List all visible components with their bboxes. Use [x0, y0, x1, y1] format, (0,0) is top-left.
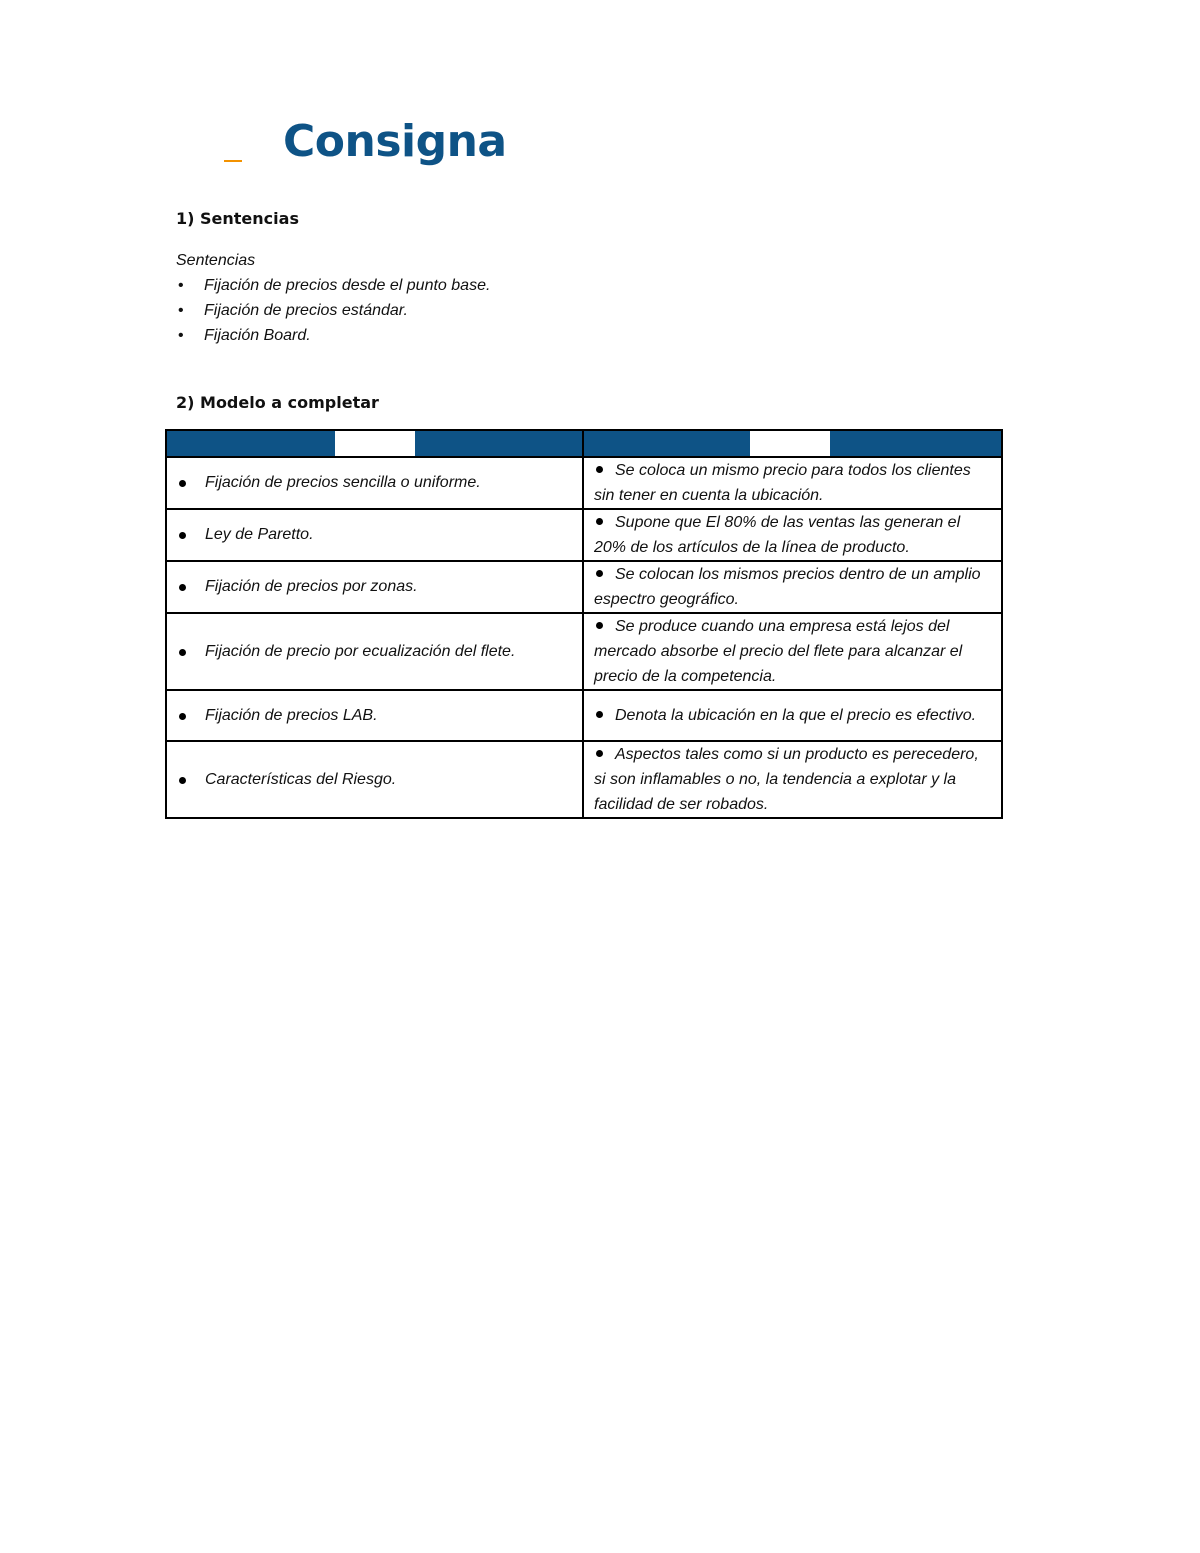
definition-cell: Se colocan los mismos precios dentro de un amplio espectro geográfico.: [583, 561, 1002, 613]
term-cell: Características del Riesgo.: [166, 741, 583, 818]
bullet-icon: [179, 584, 186, 591]
bullet-icon: [596, 750, 603, 757]
term-cell: Fijación de precios LAB.: [166, 690, 583, 741]
section-heading-modelo: 2) Modelo a completar: [176, 393, 379, 412]
term-cell: Ley de Paretto.: [166, 509, 583, 561]
definition-cell: Aspectos tales como si un producto es perecedero, si son inflamables o no, la tendencia a explotar y la facilidad de ser robados.: [583, 741, 1002, 818]
sentencias-list: [176, 273, 490, 348]
definition-cell: Supone que El 80% de las ventas las generan el 20% de los artículos de la línea de producto.: [583, 509, 1002, 561]
table-header-left: [166, 430, 583, 457]
term-cell: Fijación de precios por zonas.: [166, 561, 583, 613]
bullet-icon: [179, 480, 186, 487]
table-header-row: [166, 430, 1002, 457]
table-row: [166, 690, 1002, 741]
bullet-icon: •: [178, 302, 184, 319]
list-item: • Fijación de precios estándar.: [176, 298, 490, 323]
bullet-icon: [179, 713, 186, 720]
table-row: [166, 509, 1002, 561]
bullet-icon: [596, 622, 603, 629]
term-cell: Fijación de precio por ecualización del flete.: [166, 613, 583, 690]
bullet-icon: [179, 777, 186, 784]
table-row: [166, 613, 1002, 690]
bullet-icon: [179, 649, 186, 656]
accent-dash: [224, 160, 242, 162]
definition-cell: Denota la ubicación en la que el precio es efectivo.: [583, 690, 1002, 741]
header-blank-cell: [335, 431, 415, 456]
bullet-icon: •: [178, 277, 184, 294]
term-cell: Fijación de precios sencilla o uniforme.: [166, 457, 583, 509]
list-item: • Fijación de precios desde el punto base.: [176, 273, 490, 298]
page-title: Consigna: [283, 116, 507, 167]
table-row: [166, 741, 1002, 818]
definition-cell: Se coloca un mismo precio para todos los clientes sin tener en cuenta la ubicación.: [583, 457, 1002, 509]
bullet-icon: •: [178, 327, 184, 344]
bullet-icon: [596, 570, 603, 577]
header-blank-cell: [750, 431, 830, 456]
sentencias-block: [176, 249, 490, 348]
sentencias-label: Sentencias: [176, 252, 256, 269]
table-row: [166, 561, 1002, 613]
model-table: [165, 429, 1003, 819]
table-row: [166, 457, 1002, 509]
section-heading-sentencias: 1) Sentencias: [176, 209, 299, 228]
table-header-right: [583, 430, 1002, 457]
definition-cell: Se produce cuando una empresa está lejos del mercado absorbe el precio del flete para alcanzar el precio de la competencia.: [583, 613, 1002, 690]
bullet-icon: [596, 711, 603, 718]
bullet-icon: [596, 518, 603, 525]
bullet-icon: [596, 466, 603, 473]
list-item: • Fijación Board.: [176, 323, 490, 348]
bullet-icon: [179, 532, 186, 539]
